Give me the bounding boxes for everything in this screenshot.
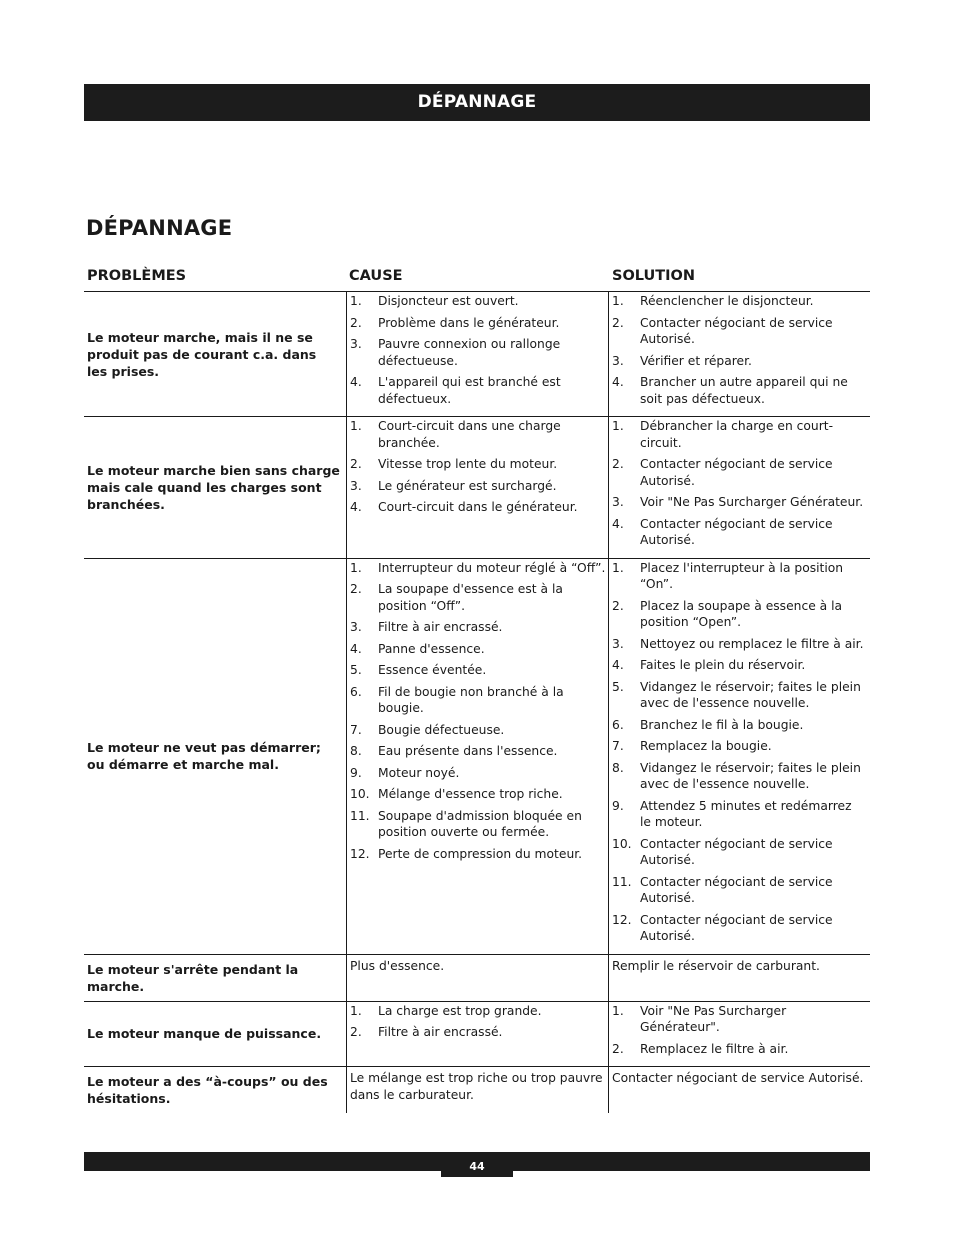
- solution-item-text: Placez la soupape à essence à la position “Open”.: [640, 598, 843, 629]
- solution-cell: [608, 1002, 870, 1067]
- cause-item-text: Disjoncteur est ouvert.: [378, 294, 519, 308]
- problem-cell: [84, 559, 346, 954]
- solution-item-number: 6.: [612, 717, 624, 732]
- cause-item: [350, 293, 608, 310]
- solution-item-text: Placez l'interrupteur à la position “On”.: [640, 560, 844, 591]
- table-row: [84, 1001, 870, 1067]
- cause-item: [350, 581, 608, 614]
- solution-item-text: Contacter négociant de service Autorisé.: [640, 836, 833, 867]
- cause-item-text: Court-circuit dans le générateur.: [378, 500, 578, 514]
- cause-item-number: 3.: [350, 337, 362, 351]
- solution-item-number: 1.: [612, 560, 624, 575]
- page-number: 44: [441, 1152, 513, 1177]
- problem-text: Le moteur manque de puissance.: [87, 1026, 322, 1042]
- solution-item-text: Débrancher la charge en court-circuit.: [640, 419, 834, 450]
- solution-item-text: Nettoyez ou remplacez le filtre à air.: [640, 636, 864, 651]
- solution-cell: [608, 955, 870, 1001]
- solution-item: [612, 516, 864, 549]
- cause-item-text: Interrupteur du moteur réglé à “Off”.: [378, 560, 606, 575]
- cause-item: [350, 1024, 608, 1041]
- cause-item-number: 9.: [350, 765, 362, 780]
- cause-item-number: 10.: [350, 787, 370, 801]
- solution-item-number: 12.: [612, 912, 632, 927]
- problem-cell: [84, 1067, 346, 1113]
- solution-item-text: Remplacez la bougie.: [640, 739, 772, 753]
- cause-item-text: Perte de compression du moteur.: [378, 846, 583, 861]
- solution-item-text: Remplacez le filtre à air.: [640, 1041, 789, 1056]
- problem-text: Le moteur marche bien sans charge mais cale quand les charges sont branchées.: [87, 462, 340, 512]
- solution-item: [612, 798, 864, 831]
- cause-item-text: Problème dans le générateur.: [378, 315, 560, 330]
- solution-item-text: Brancher un autre appareil qui ne soit pas défectueux.: [640, 375, 848, 406]
- solution-item: [612, 315, 864, 348]
- solution-item-text: Contacter négociant de service Autorisé.: [640, 874, 833, 905]
- cause-item-text: Court-circuit dans une charge branchée.: [378, 419, 561, 450]
- solution-item-number: 2.: [612, 1041, 624, 1056]
- column-header-solution: SOLUTION: [612, 268, 696, 284]
- problem-cell: [84, 955, 346, 1001]
- cause-cell: [346, 559, 608, 954]
- header-title: DÉPANNAGE: [417, 92, 537, 112]
- column-header-problems: PROBLÈMES: [87, 268, 187, 284]
- cause-cell: [346, 417, 608, 558]
- problem-text: Le moteur s'arrête pendant la marche.: [87, 961, 299, 994]
- cause-item-number: 3.: [350, 620, 362, 634]
- cause-item: [350, 619, 608, 636]
- solution-item-text: Attendez 5 minutes et redémarrez le moteur.: [640, 798, 852, 829]
- solution-item-number: 2.: [612, 457, 624, 471]
- solution-item: [612, 374, 864, 407]
- cause-item: [350, 662, 608, 679]
- cause-item: [350, 560, 608, 577]
- solution-cell: [608, 559, 870, 954]
- solution-item: [612, 560, 864, 593]
- solution-item-text: Voir "Ne Pas Surcharger Générateur.: [640, 495, 864, 509]
- cause-item-number: 2.: [350, 315, 362, 330]
- solution-item: [612, 1041, 864, 1058]
- cause-item: [350, 722, 608, 739]
- solution-item-number: 3.: [612, 495, 624, 509]
- solution-text: Remplir le réservoir de carburant.: [612, 958, 820, 973]
- solution-item-number: 4.: [612, 516, 624, 531]
- solution-item-number: 3.: [612, 353, 624, 368]
- cause-item-text: Soupape d'admission bloquée en position ouverte ou fermée.: [378, 808, 582, 839]
- cause-item-text: Essence éventée.: [378, 663, 487, 677]
- cause-item-text: Filtre à air encrassé.: [378, 620, 503, 634]
- cause-item: [350, 846, 608, 863]
- solution-item: [612, 738, 864, 755]
- cause-item-number: 4.: [350, 375, 362, 389]
- problem-text: Le moteur ne veut pas démarrer; ou démarre et marche mal.: [87, 740, 321, 772]
- solution-item-number: 2.: [612, 315, 624, 330]
- cause-item-number: 4.: [350, 500, 362, 514]
- problem-cell: [84, 292, 346, 416]
- solution-item-number: 1.: [612, 294, 624, 308]
- cause-item-text: La soupape d'essence est à la position “Off”.: [378, 582, 563, 613]
- solution-cell: [608, 292, 870, 416]
- cause-cell: [346, 955, 608, 1001]
- cause-item: [350, 418, 608, 451]
- cause-item-text: Bougie défectueuse.: [378, 722, 505, 737]
- cause-item-text: Filtre à air encrassé.: [378, 1025, 503, 1039]
- cause-cell: [346, 292, 608, 416]
- solution-item-number: 2.: [612, 598, 624, 613]
- cause-item: [350, 743, 608, 760]
- table-row: [84, 1066, 870, 1113]
- cause-item-number: 5.: [350, 663, 362, 677]
- solution-item-number: 4.: [612, 375, 624, 389]
- cause-item: [350, 478, 608, 495]
- cause-item-number: 1.: [350, 419, 362, 433]
- solution-item-text: Voir "Ne Pas Surcharger Générateur".: [640, 1003, 787, 1034]
- column-header-cause: CAUSE: [349, 268, 403, 284]
- solution-item: [612, 636, 864, 653]
- solution-item: [612, 717, 864, 734]
- solution-item-number: 7.: [612, 739, 624, 753]
- solution-item: [612, 293, 864, 310]
- table-row: [84, 291, 870, 416]
- cause-cell: [346, 1067, 608, 1113]
- solution-item-text: Vérifier et réparer.: [640, 353, 752, 368]
- solution-cell: [608, 1067, 870, 1113]
- solution-item-number: 9.: [612, 798, 624, 813]
- solution-item-text: Contacter négociant de service Autorisé.: [640, 516, 833, 547]
- cause-item: [350, 641, 608, 658]
- solution-item-text: Branchez le fil à la bougie.: [640, 717, 804, 732]
- solution-item-number: 10.: [612, 836, 632, 851]
- cause-item-number: 1.: [350, 560, 362, 575]
- solution-item: [612, 1003, 864, 1036]
- cause-item-number: 8.: [350, 744, 362, 758]
- solution-item-text: Contacter négociant de service Autorisé.: [640, 315, 833, 346]
- cause-item: [350, 786, 608, 803]
- cause-item-text: Moteur noyé.: [378, 765, 460, 780]
- solution-item-text: Vidangez le réservoir; faites le plein avec de l'essence nouvelle.: [640, 760, 861, 791]
- cause-item-text: Fil de bougie non branché à la bougie.: [378, 684, 564, 715]
- cause-item-number: 6.: [350, 684, 362, 699]
- cause-item-number: 7.: [350, 722, 362, 737]
- solution-item-number: 11.: [612, 874, 632, 889]
- cause-item: [350, 336, 608, 369]
- solution-item: [612, 456, 864, 489]
- problem-cell: [84, 417, 346, 558]
- cause-item-number: 11.: [350, 808, 370, 823]
- cause-item: [350, 456, 608, 473]
- cause-item-text: La charge est trop grande.: [378, 1003, 542, 1018]
- solution-item-text: Faites le plein du réservoir.: [640, 658, 806, 672]
- cause-item-number: 3.: [350, 478, 362, 493]
- cause-item: [350, 684, 608, 717]
- cause-item: [350, 808, 608, 841]
- solution-cell: [608, 417, 870, 558]
- cause-item-number: 2.: [350, 582, 362, 596]
- solution-item-text: Réenclencher le disjoncteur.: [640, 294, 814, 308]
- cause-item-number: 1.: [350, 294, 362, 308]
- cause-text: Plus d'essence.: [350, 958, 445, 973]
- cause-item-text: Eau présente dans l'essence.: [378, 744, 558, 758]
- cause-text: Le mélange est trop riche ou trop pauvre dans le carburateur.: [350, 1071, 603, 1102]
- solution-item-number: 1.: [612, 1003, 624, 1018]
- header-bar: [84, 84, 870, 121]
- cause-item-number: 2.: [350, 457, 362, 471]
- solution-item: [612, 598, 864, 631]
- cause-item: [350, 765, 608, 782]
- cause-item-number: 1.: [350, 1003, 362, 1018]
- cause-item-text: Vitesse trop lente du moteur.: [378, 457, 558, 471]
- cause-item: [350, 1003, 608, 1020]
- solution-text: Contacter négociant de service Autorisé.: [612, 1071, 864, 1085]
- solution-item: [612, 874, 864, 907]
- cause-item: [350, 499, 608, 516]
- problem-text: Le moteur marche, mais il ne se produit pas de courant c.a. dans les prises.: [87, 329, 317, 379]
- solution-item-number: 5.: [612, 679, 624, 694]
- table-row: [84, 416, 870, 558]
- cause-cell: [346, 1002, 608, 1067]
- cause-item: [350, 315, 608, 332]
- cause-item-number: 2.: [350, 1025, 362, 1039]
- solution-item-text: Contacter négociant de service Autorisé.: [640, 912, 833, 943]
- cause-item-text: Pauvre connexion ou rallonge défectueuse.: [378, 337, 561, 368]
- page-title: DÉPANNAGE: [86, 216, 233, 240]
- table-row: [84, 954, 870, 1001]
- solution-item-number: 3.: [612, 636, 624, 651]
- problem-text: Le moteur a des “à-coups” ou des hésitations.: [87, 1074, 328, 1106]
- solution-item-text: Contacter négociant de service Autorisé.: [640, 457, 833, 488]
- troubleshooting-table: [84, 291, 870, 1113]
- cause-item-text: Mélange d'essence trop riche.: [378, 787, 563, 801]
- cause-item-number: 4.: [350, 641, 362, 656]
- solution-item: [612, 494, 864, 511]
- table-row: [84, 558, 870, 954]
- solution-item: [612, 836, 864, 869]
- solution-item: [612, 912, 864, 945]
- solution-item: [612, 353, 864, 370]
- cause-item-text: Le générateur est surchargé.: [378, 478, 557, 493]
- solution-item: [612, 418, 864, 451]
- cause-item-text: Panne d'essence.: [378, 641, 485, 656]
- solution-item-text: Vidangez le réservoir; faites le plein avec de l'essence nouvelle.: [640, 679, 861, 710]
- cause-item-text: L'appareil qui est branché est défectueux.: [378, 375, 561, 406]
- solution-item-number: 4.: [612, 658, 624, 672]
- solution-item-number: 8.: [612, 760, 624, 775]
- solution-item: [612, 657, 864, 674]
- solution-item: [612, 760, 864, 793]
- problem-cell: [84, 1002, 346, 1067]
- cause-item: [350, 374, 608, 407]
- solution-item-number: 1.: [612, 419, 624, 433]
- solution-item: [612, 679, 864, 712]
- cause-item-number: 12.: [350, 846, 370, 861]
